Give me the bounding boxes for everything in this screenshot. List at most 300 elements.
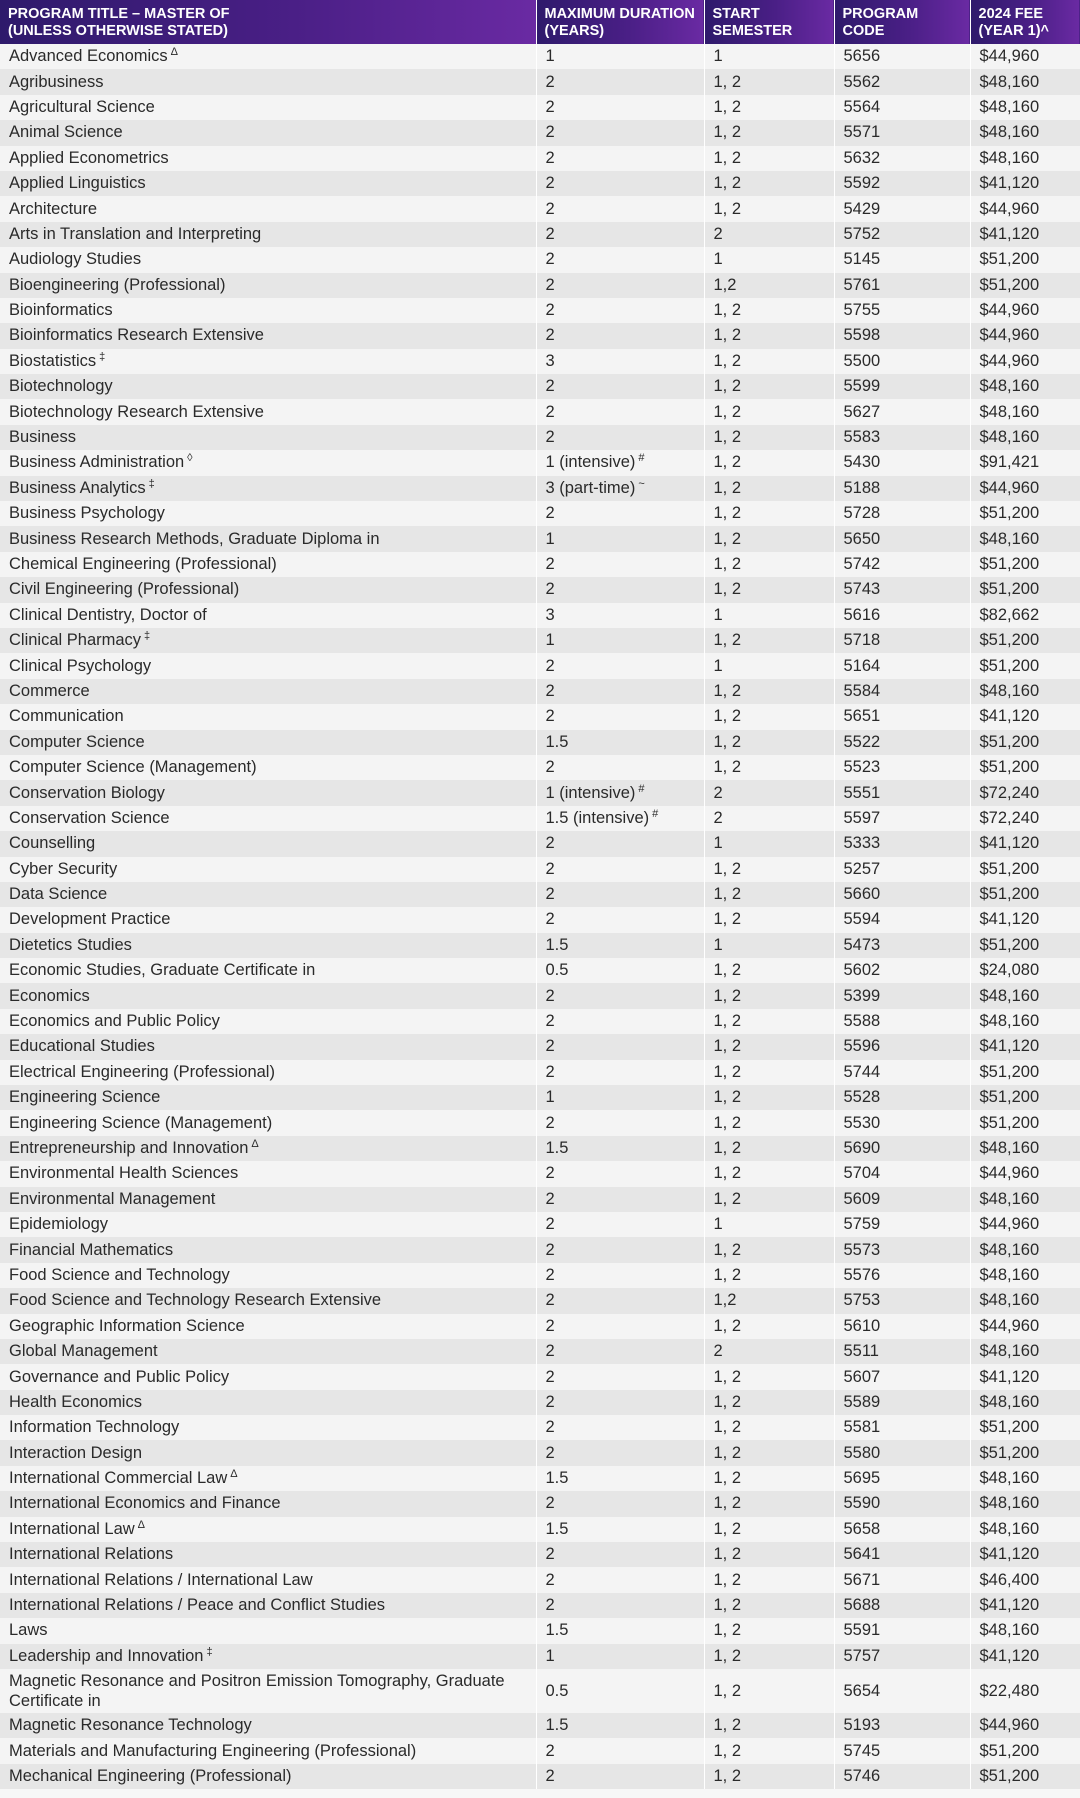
cell-duration-text: 2 [545, 1062, 555, 1081]
cell-fee [970, 1288, 1080, 1313]
cell-program-title [0, 1738, 536, 1763]
cell-duration [536, 1060, 704, 1085]
cell-fee-text: $51,200 [979, 935, 1040, 954]
cell-fee [970, 146, 1080, 171]
cell-duration-text: 1.5 [545, 732, 569, 751]
cell-fee [970, 1567, 1080, 1592]
cell-duration-text: 2 [545, 1012, 555, 1031]
table-row [0, 425, 1080, 450]
cell-program-title [0, 983, 536, 1008]
cell-duration [536, 1669, 704, 1713]
cell-program-title [0, 933, 536, 958]
cell-program-code-text: 5500 [843, 351, 881, 370]
cell-duration [536, 1738, 704, 1763]
cell-start-semester-text: 1 [713, 250, 723, 269]
cell-fee-text: $51,200 [979, 656, 1040, 675]
cell-program-code-text: 5651 [843, 707, 881, 726]
cell-start-semester [704, 679, 834, 704]
cell-program-code-text: 5632 [843, 148, 881, 167]
table-row [0, 653, 1080, 678]
table-row [0, 755, 1080, 780]
cell-fee-text: $51,200 [979, 1062, 1040, 1081]
cell-program-code [834, 1440, 970, 1465]
table-row [0, 69, 1080, 94]
cell-start-semester-text: 1, 2 [713, 1316, 742, 1335]
cell-start-semester [704, 1669, 834, 1713]
cell-duration [536, 1085, 704, 1110]
cell-fee [970, 425, 1080, 450]
cell-fee [970, 1237, 1080, 1262]
cell-start-semester-text: 1, 2 [713, 377, 742, 396]
cell-fee [970, 653, 1080, 678]
cell-duration-text: 2 [545, 1367, 555, 1386]
table-row [0, 882, 1080, 907]
table-row [0, 1187, 1080, 1212]
cell-duration [536, 425, 704, 450]
cell-start-semester-text: 1, 2 [713, 1418, 742, 1437]
cell-program-code [834, 501, 970, 526]
table-row [0, 1415, 1080, 1440]
cell-start-semester-text: 1, 2 [713, 1113, 742, 1132]
cell-program-code-text: 5430 [843, 453, 881, 472]
cell-program-title [0, 730, 536, 755]
cell-start-semester-text: 1 [713, 605, 723, 624]
cell-start-semester [704, 1187, 834, 1212]
cell-start-semester-text: 1, 2 [713, 1469, 742, 1488]
cell-duration-text: 2 [545, 1494, 555, 1513]
cell-program-title-text: Economics [9, 986, 90, 1005]
cell-program-title-text: Conservation Science [9, 808, 170, 827]
cell-duration [536, 1593, 704, 1618]
cell-fee-text: $48,160 [979, 1189, 1040, 1208]
cell-duration-text: 1.5 [545, 1138, 569, 1157]
cell-duration-text: 2 [545, 1443, 555, 1462]
cell-program-title [0, 69, 536, 94]
cell-duration-text: 2 [545, 1392, 555, 1411]
cell-start-semester [704, 171, 834, 196]
cell-start-semester [704, 1009, 834, 1034]
cell-start-semester-text: 1, 2 [713, 885, 742, 904]
cell-program-code [834, 1764, 970, 1789]
cell-duration-text: 2 [545, 199, 555, 218]
cell-start-semester [704, 1466, 834, 1491]
cell-program-title-text: Agricultural Science [9, 97, 155, 116]
cell-program-title [0, 196, 536, 221]
cell-fee [970, 1034, 1080, 1059]
cell-duration [536, 653, 704, 678]
cell-program-title-text: Business Research Methods, Graduate Diploma in [9, 529, 380, 548]
table-row [0, 1161, 1080, 1186]
cell-start-semester-text: 2 [713, 808, 723, 827]
cell-fee-text: $41,120 [979, 224, 1040, 243]
cell-start-semester [704, 44, 834, 69]
cell-duration-text: 2 [545, 148, 555, 167]
cell-fee [970, 983, 1080, 1008]
cell-fee [970, 1466, 1080, 1491]
table-row [0, 1764, 1080, 1789]
cell-duration [536, 730, 704, 755]
cell-duration [536, 1009, 704, 1034]
cell-program-title-text: Dietetics Studies [9, 935, 132, 954]
cell-program-title [0, 146, 536, 171]
cell-start-semester [704, 1339, 834, 1364]
cell-fee-text: $72,240 [979, 783, 1040, 802]
cell-duration [536, 933, 704, 958]
cell-fee [970, 44, 1080, 69]
table-row [0, 552, 1080, 577]
cell-program-code [834, 1542, 970, 1567]
cell-program-code-text: 5690 [843, 1138, 881, 1157]
cell-start-semester [704, 983, 834, 1008]
table-row [0, 476, 1080, 501]
cell-fee [970, 476, 1080, 501]
cell-fee-text: $41,120 [979, 1037, 1040, 1056]
cell-start-semester-text: 1, 2 [713, 1088, 742, 1107]
cell-fee-text: $51,200 [979, 885, 1040, 904]
cell-program-code-text: 5584 [843, 681, 881, 700]
cell-program-title-text: Bioengineering (Professional) [9, 275, 226, 294]
cell-fee-text: $44,960 [979, 47, 1040, 66]
cell-program-code [834, 526, 970, 551]
cell-start-semester [704, 349, 834, 374]
cell-fee-text: $48,160 [979, 1469, 1040, 1488]
cell-fee-text: $51,200 [979, 580, 1040, 599]
cell-program-title-text: International Relations / International Law [9, 1570, 313, 1589]
table-row [0, 1542, 1080, 1567]
cell-fee-text: $51,200 [979, 1443, 1040, 1462]
cell-program-title [0, 1713, 536, 1738]
cell-fee [970, 1136, 1080, 1161]
cell-duration-text: 2 [545, 72, 555, 91]
cell-program-code [834, 933, 970, 958]
cell-start-semester [704, 1738, 834, 1763]
cell-duration-text: 2 [545, 885, 555, 904]
cell-program-title-text: Chemical Engineering (Professional) [9, 555, 277, 573]
cell-program-code-text: 5660 [843, 885, 881, 904]
cell-program-code [834, 1009, 970, 1034]
cell-start-semester [704, 1618, 834, 1643]
cell-start-semester-text: 1, 2 [713, 1570, 742, 1589]
cell-program-code [834, 1644, 970, 1669]
cell-program-title-text: Bioinformatics [9, 301, 113, 320]
table-row [0, 1314, 1080, 1339]
cell-duration [536, 501, 704, 526]
cell-fee [970, 120, 1080, 145]
cell-duration [536, 704, 704, 729]
cell-start-semester-text: 1, 2 [713, 174, 742, 193]
cell-program-title-text: Economics and Public Policy [9, 1012, 220, 1031]
cell-duration-text: 2 [545, 580, 555, 599]
cell-start-semester [704, 755, 834, 780]
footnote-mark: Δ [230, 1468, 238, 1481]
cell-program-code [834, 146, 970, 171]
table-row [0, 577, 1080, 602]
cell-duration-text: 2 [545, 377, 555, 396]
cell-start-semester [704, 399, 834, 424]
cell-fee-text: $44,960 [979, 1716, 1040, 1735]
cell-program-title [0, 1644, 536, 1669]
cell-program-code [834, 374, 970, 399]
cell-start-semester-text: 1, 2 [713, 1392, 742, 1411]
cell-program-title [0, 399, 536, 424]
header-program-title: PROGRAM TITLE – MASTER OF (UNLESS OTHERWISE STATED) [0, 0, 536, 44]
cell-program-code-text: 5257 [843, 859, 881, 878]
table-row [0, 958, 1080, 983]
cell-program-title-text: Communication [9, 707, 124, 726]
cell-fee [970, 1110, 1080, 1135]
cell-start-semester [704, 196, 834, 221]
cell-start-semester [704, 501, 834, 526]
cell-program-code [834, 1390, 970, 1415]
cell-duration [536, 1764, 704, 1789]
table-row [0, 349, 1080, 374]
table-row [0, 323, 1080, 348]
cell-fee-text: $51,200 [979, 1766, 1040, 1785]
cell-start-semester-text: 1, 2 [713, 1189, 742, 1208]
cell-program-title [0, 425, 536, 450]
table-row [0, 1110, 1080, 1135]
cell-start-semester [704, 1136, 834, 1161]
footnote-mark: # [638, 782, 645, 795]
cell-program-code [834, 1415, 970, 1440]
cell-fee [970, 450, 1080, 475]
cell-program-title-text: Agribusiness [9, 72, 104, 91]
cell-program-title [0, 44, 536, 69]
cell-duration-text: 2 [545, 707, 555, 726]
cell-program-code [834, 120, 970, 145]
cell-duration [536, 1618, 704, 1643]
cell-program-code-text: 5573 [843, 1240, 881, 1259]
cell-start-semester-text: 1, 2 [713, 580, 742, 599]
cell-start-semester [704, 933, 834, 958]
cell-program-code-text: 5145 [843, 250, 881, 269]
cell-duration-text: 2 [545, 1316, 555, 1335]
cell-program-title-text: Engineering Science (Management) [9, 1113, 273, 1132]
cell-program-code-text: 5564 [843, 97, 881, 116]
cell-start-semester [704, 1440, 834, 1465]
cell-fee [970, 552, 1080, 577]
cell-start-semester [704, 95, 834, 120]
cell-program-code [834, 1060, 970, 1085]
cell-duration-text: 1 [545, 47, 555, 66]
cell-program-title-text: Business Administration [9, 453, 185, 472]
cell-program-title-text: Food Science and Technology [9, 1265, 230, 1284]
cell-fee-text: $48,160 [979, 123, 1040, 142]
cell-start-semester [704, 806, 834, 831]
cell-program-title-text: Magnetic Resonance and Positron Emission Tomography, Graduate Certificate in [9, 1672, 505, 1710]
cell-start-semester-text: 1, 2 [713, 1545, 742, 1564]
cell-fee-text: $44,960 [979, 1316, 1040, 1335]
cell-program-title-text: Applied Linguistics [9, 174, 146, 193]
cell-duration [536, 196, 704, 221]
cell-program-code [834, 1314, 970, 1339]
cell-start-semester-text: 1, 2 [713, 1646, 742, 1665]
cell-duration-text: 2 [545, 1240, 555, 1259]
table-row [0, 273, 1080, 298]
cell-fee [970, 603, 1080, 628]
cell-fee [970, 1085, 1080, 1110]
cell-fee [970, 526, 1080, 551]
footnote-mark: Δ [170, 46, 179, 59]
table-row [0, 806, 1080, 831]
cell-start-semester-text: 1, 2 [713, 986, 742, 1005]
cell-program-title [0, 1237, 536, 1262]
cell-fee [970, 1669, 1080, 1713]
cell-start-semester [704, 1110, 834, 1135]
cell-fee [970, 1764, 1080, 1789]
cell-duration-text: 2 [545, 1164, 555, 1183]
cell-duration [536, 120, 704, 145]
cell-program-code-text: 5610 [843, 1316, 881, 1335]
cell-fee [970, 857, 1080, 882]
cell-start-semester-text: 2 [713, 1342, 723, 1361]
cell-program-code-text: 5718 [843, 631, 881, 650]
cell-duration [536, 1440, 704, 1465]
cell-fee-text: $41,120 [979, 1596, 1040, 1615]
cell-start-semester-text: 1, 2 [713, 1265, 742, 1284]
cell-fee [970, 196, 1080, 221]
cell-program-code [834, 882, 970, 907]
cell-fee [970, 273, 1080, 298]
cell-program-title [0, 831, 536, 856]
cell-start-semester-text: 1, 2 [713, 402, 742, 421]
cell-program-code-text: 5658 [843, 1519, 881, 1538]
cell-duration-text: 1.5 [545, 1621, 569, 1640]
cell-fee [970, 907, 1080, 932]
cell-start-semester-text: 1, 2 [713, 529, 742, 548]
table-row [0, 831, 1080, 856]
cell-duration [536, 171, 704, 196]
cell-start-semester [704, 1288, 834, 1313]
cell-duration-text: 2 [545, 1418, 555, 1437]
cell-program-code-text: 5746 [843, 1766, 881, 1785]
cell-program-code-text: 5583 [843, 428, 881, 447]
cell-program-code [834, 1237, 970, 1262]
cell-duration [536, 146, 704, 171]
cell-duration-text: 1 (intensive) [545, 453, 636, 472]
cell-fee [970, 399, 1080, 424]
cell-duration [536, 273, 704, 298]
cell-start-semester-text: 1, 2 [713, 1240, 742, 1259]
cell-start-semester [704, 653, 834, 678]
cell-fee [970, 1339, 1080, 1364]
cell-fee-text: $51,200 [979, 250, 1040, 269]
cell-fee [970, 1542, 1080, 1567]
cell-program-title-text: International Relations / Peace and Conflict Studies [9, 1596, 386, 1615]
cell-program-title [0, 450, 536, 475]
cell-program-code [834, 349, 970, 374]
table-row [0, 146, 1080, 171]
cell-program-code [834, 44, 970, 69]
cell-fee-text: $51,200 [979, 859, 1040, 878]
cell-fee-text: $51,200 [979, 555, 1040, 573]
cell-program-code [834, 323, 970, 348]
cell-duration-text: 1.5 [545, 1716, 569, 1735]
cell-duration-text: 1.5 [545, 1469, 569, 1488]
cell-duration-text: 2 [545, 1342, 555, 1361]
cell-duration-text: 2 [545, 1570, 555, 1589]
cell-program-title-text: Civil Engineering (Professional) [9, 580, 240, 599]
cell-start-semester-text: 1, 2 [713, 707, 742, 726]
table-row [0, 679, 1080, 704]
cell-fee-text: $72,240 [979, 808, 1040, 827]
cell-program-code-text: 5654 [843, 1682, 881, 1700]
cell-fee-text: $44,960 [979, 326, 1040, 345]
cell-program-code [834, 577, 970, 602]
cell-start-semester [704, 831, 834, 856]
cell-duration [536, 1339, 704, 1364]
cell-program-title [0, 704, 536, 729]
cell-program-code-text: 5688 [843, 1596, 881, 1615]
cell-start-semester-text: 1, 2 [713, 1138, 742, 1157]
cell-start-semester [704, 1491, 834, 1516]
cell-duration [536, 1288, 704, 1313]
cell-start-semester-text: 1, 2 [713, 1494, 742, 1513]
cell-program-code [834, 831, 970, 856]
cell-start-semester [704, 1542, 834, 1567]
cell-program-title [0, 1212, 536, 1237]
cell-duration [536, 831, 704, 856]
table-row [0, 1593, 1080, 1618]
table-row [0, 374, 1080, 399]
cell-start-semester-text: 1 [713, 1215, 723, 1234]
cell-fee-text: $51,200 [979, 732, 1040, 751]
cell-start-semester [704, 1085, 834, 1110]
cell-program-title [0, 247, 536, 272]
cell-program-title-text: International Commercial Law [9, 1469, 228, 1488]
cell-duration-text: 2 [545, 97, 555, 116]
cell-duration-text: 1 [545, 1088, 555, 1107]
cell-duration [536, 526, 704, 551]
table-row [0, 603, 1080, 628]
table-row [0, 933, 1080, 958]
cell-program-title [0, 577, 536, 602]
cell-duration-text: 1.5 (intensive) [545, 808, 650, 827]
cell-duration [536, 1542, 704, 1567]
cell-start-semester-text: 1, 2 [713, 504, 742, 523]
footnote-mark: # [652, 807, 659, 820]
cell-program-title-text: Interaction Design [9, 1443, 142, 1462]
cell-program-title [0, 1009, 536, 1034]
cell-program-code-text: 5744 [843, 1062, 881, 1081]
cell-program-title [0, 1034, 536, 1059]
cell-duration [536, 476, 704, 501]
cell-program-title-text: Commerce [9, 681, 90, 700]
cell-start-semester-text: 1, 2 [713, 961, 742, 980]
cell-program-title-text: Architecture [9, 199, 98, 218]
cell-program-code-text: 5164 [843, 656, 881, 675]
cell-fee-text: $48,160 [979, 1291, 1040, 1310]
table-row [0, 1738, 1080, 1763]
cell-program-title [0, 1669, 536, 1713]
cell-program-title [0, 653, 536, 678]
cell-program-title [0, 603, 536, 628]
cell-program-code-text: 5656 [843, 47, 881, 66]
cell-program-code-text: 5627 [843, 402, 881, 421]
cell-start-semester [704, 730, 834, 755]
cell-program-code [834, 1593, 970, 1618]
table-row [0, 1644, 1080, 1669]
table-row [0, 1390, 1080, 1415]
cell-program-title-text: Financial Mathematics [9, 1240, 174, 1259]
cell-start-semester-text: 1, 2 [713, 910, 742, 929]
cell-program-title-text: Materials and Manufacturing Engineering (Professional) [9, 1741, 417, 1760]
cell-fee-text: $48,160 [979, 681, 1040, 700]
table-row [0, 907, 1080, 932]
cell-duration [536, 552, 704, 577]
cell-program-title-text: Economic Studies, Graduate Certificate in [9, 961, 316, 980]
cell-program-title-text: Laws [9, 1621, 48, 1640]
